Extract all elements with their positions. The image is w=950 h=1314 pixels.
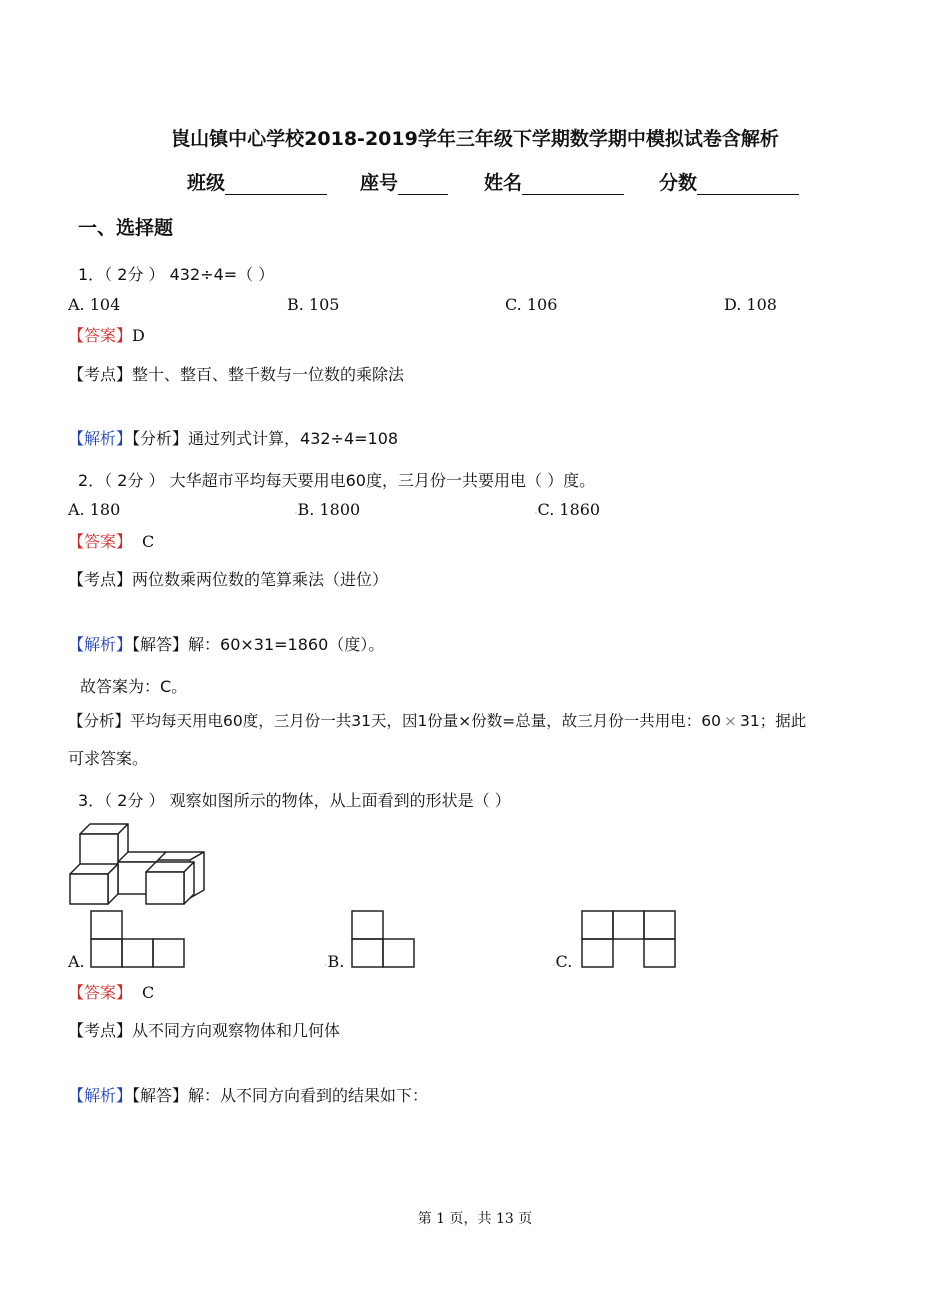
score-blank[interactable] xyxy=(697,174,799,195)
seat-field xyxy=(360,168,448,195)
option-mark: ◦ xyxy=(294,510,298,517)
times-symbol: × xyxy=(724,712,738,730)
option-mark: ◦ xyxy=(324,962,328,969)
analysis-text: 【分析】通过列式计算，432÷4=108 xyxy=(132,429,399,448)
score-field xyxy=(659,168,799,195)
answer-value: D xyxy=(132,326,145,345)
extra-line1-end: 31；据此 xyxy=(740,712,807,730)
question-2-option-c xyxy=(534,500,600,519)
question-1-point xyxy=(68,362,404,385)
class-blank[interactable] xyxy=(225,174,327,195)
answer-value: C xyxy=(142,983,155,1002)
question-3-option-a: A. xyxy=(68,952,85,971)
question-2-extra-analysis xyxy=(68,709,806,731)
analysis-text: 【解答】解：60×31=1860（度）。 xyxy=(132,635,385,654)
question-2-stem: 2．（ 2分 ） 大华超市平均每天要用电60度，三月份一共要用电（ ）度。 xyxy=(78,471,596,490)
question-2-answer xyxy=(68,529,154,552)
option-text: C. xyxy=(555,952,573,971)
option-c-shape xyxy=(581,909,681,969)
question-1-option-d: D. 108 xyxy=(724,295,777,314)
question-3-analysis xyxy=(68,1083,428,1106)
question-3-stem: 3．（ 2分 ） 观察如图所示的物体，从上面看到的形状是（ ） xyxy=(78,791,511,810)
option-a-shape xyxy=(90,909,190,969)
question-1-stem: 1．（ 2分 ） 432÷4=（ ） xyxy=(78,265,275,284)
name-label: 姓名 xyxy=(484,172,523,194)
page-footer: 第 1 页，共 13 页 xyxy=(417,1211,533,1227)
answer-tag: 【答案】 xyxy=(68,326,133,345)
analysis-tag: 【解析】 xyxy=(68,1086,133,1105)
question-3-option-b xyxy=(324,952,344,971)
answer-tag: 【答案】 xyxy=(68,532,133,551)
option-b-shape xyxy=(351,909,421,969)
cubes-figure xyxy=(68,820,208,910)
question-2-analysis xyxy=(68,632,384,655)
point-text: 两位数乘两位数的笔算乘法（进位） xyxy=(132,570,389,589)
analysis-text: 【解答】解：从不同方向看到的结果如下： xyxy=(132,1086,429,1105)
analysis-tag: 【解析】 xyxy=(68,635,133,654)
name-field xyxy=(484,168,624,195)
class-label: 班级 xyxy=(187,172,226,194)
analysis-tag: 【解析】 xyxy=(68,429,133,448)
point-tag: 【考点】 xyxy=(68,365,133,384)
point-tag: 【考点】 xyxy=(68,1021,133,1040)
score-label: 分数 xyxy=(659,172,698,194)
answer-value: C xyxy=(142,532,155,551)
point-text: 整十、整百、整千数与一位数的乘除法 xyxy=(132,365,405,384)
section-title: 一、选择题 xyxy=(78,217,174,239)
answer-tag: 【答案】 xyxy=(68,983,133,1002)
question-3-option-c xyxy=(552,952,572,971)
point-tag: 【考点】 xyxy=(68,570,133,589)
seat-blank[interactable] xyxy=(398,174,448,195)
question-1-analysis xyxy=(68,426,398,449)
name-blank[interactable] xyxy=(522,174,624,195)
question-2-point xyxy=(68,567,388,590)
extra-line1: 【分析】平均每天用电60度，三月份一共31天，因1份量×份数=总量，故三月份一共用电：60 xyxy=(68,712,722,730)
question-1-option-c: C. 106 xyxy=(505,295,558,314)
option-mark: ◦ xyxy=(534,510,538,517)
question-3-answer xyxy=(68,980,154,1003)
option-mark: ◦ xyxy=(552,962,556,969)
question-1-option-b: B. 105 xyxy=(287,295,340,314)
question-1-answer xyxy=(68,323,145,346)
question-1-option-a: A. 104 xyxy=(68,295,121,314)
page-title: 崀山镇中心学校2018-2019学年三年级下学期数学期中模拟试卷含解析 xyxy=(171,128,779,150)
point-text: 从不同方向观察物体和几何体 xyxy=(132,1021,341,1040)
question-2-option-a: A. 180 xyxy=(68,500,121,519)
question-2-option-b xyxy=(294,500,360,519)
question-3-point xyxy=(68,1018,340,1041)
option-text: B. xyxy=(327,952,345,971)
seat-label: 座号 xyxy=(360,172,399,194)
class-field xyxy=(187,168,327,195)
option-text: C. 1860 xyxy=(537,500,601,519)
question-2-conclusion: 故答案为：C。 xyxy=(80,677,188,696)
question-2-extra-line2: 可求答案。 xyxy=(68,749,149,768)
option-text: B. 1800 xyxy=(297,500,361,519)
